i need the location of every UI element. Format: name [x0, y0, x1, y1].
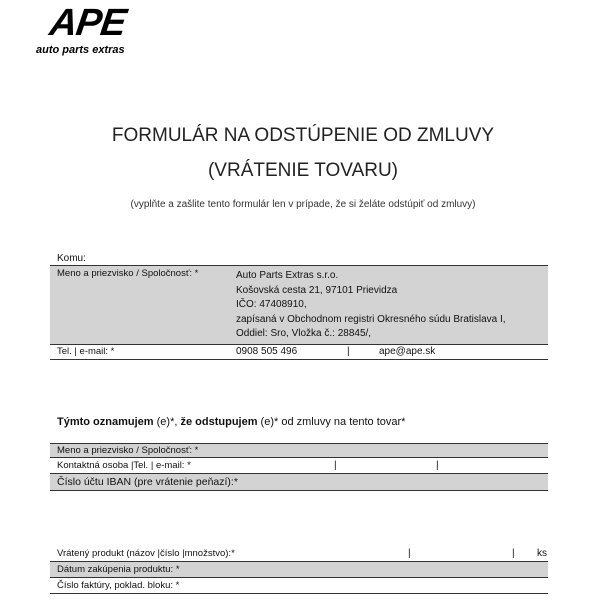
sender-contact-row[interactable] — [50, 458, 548, 474]
sender-name-label: Meno a priezvisko / Spoločnosť: * — [57, 445, 199, 456]
recipient-email: ape@ape.sk — [379, 346, 436, 357]
invoice-number-row[interactable] — [50, 578, 548, 594]
address-line: IČO: 47408910, — [236, 299, 307, 311]
withdrawal-declaration — [57, 416, 405, 428]
contact-field-separator: | — [334, 460, 337, 471]
contact-field-separator: | — [436, 460, 439, 471]
declaration-normal-2: (e)* od zmluvy na tento tovar* — [257, 416, 406, 428]
purchase-date-label: Dátum zakúpenia produktu: * — [57, 564, 180, 575]
invoice-number-label: Číslo faktúry, poklad. bloku: * — [57, 580, 180, 591]
recipient-contact-label: Tel. | e-mail: * — [57, 346, 115, 357]
recipient-address — [236, 269, 506, 342]
address-line: zapísaná v Obchodnom registri Okresného súdu Bratislava I, — [236, 313, 506, 325]
declaration-bold-start: Týmto oznamujem — [57, 416, 154, 428]
address-line: Auto Parts Extras s.r.o. — [236, 270, 339, 281]
iban-row[interactable] — [50, 474, 548, 491]
product-field-separator: | — [512, 548, 515, 559]
product-field-separator: | — [408, 548, 411, 559]
recipient-heading: Komu: — [57, 253, 86, 264]
declaration-bold-mid: že odstupujem — [180, 416, 258, 428]
form-title: FORMULÁR NA ODSTÚPENIE OD ZMLUVY — [111, 125, 495, 146]
logo-main-text: APE — [47, 2, 129, 44]
declaration-normal-1: (e)*, — [153, 416, 181, 428]
address-line: Košovská cesta 21, 97101 Prievidza — [236, 284, 398, 296]
ape-logo — [36, 2, 156, 56]
form-instruction: (vyplňte a zašlite tento formulár len v prípade, že si želáte odstúpiť od zmluvy) — [130, 199, 476, 210]
recipient-name-row — [50, 265, 548, 345]
recipient-name-label: Meno a priezvisko / Spoločnosť: * — [57, 268, 199, 279]
recipient-contact-row — [50, 345, 548, 360]
sender-name-row[interactable] — [50, 443, 548, 458]
purchase-date-row[interactable] — [50, 562, 548, 578]
recipient-phone: 0908 505 496 — [236, 346, 298, 357]
address-line: Oddiel: Sro, Vložka č.: 28845/, — [236, 328, 372, 340]
returned-product-label: Vrátený produkt (názov |číslo |množstvo):* — [57, 548, 235, 559]
quantity-unit: ks — [537, 548, 547, 559]
form-subtitle: (VRÁTENIE TOVARU) — [207, 160, 399, 181]
sender-contact-label: Kontaktná osoba |Tel. | e-mail: * — [57, 460, 191, 471]
logo-tagline: auto parts extras — [36, 44, 125, 56]
contact-separator: | — [347, 346, 350, 357]
iban-label: Číslo účtu IBAN (pre vrátenie peňazí):* — [57, 476, 238, 488]
returned-product-row[interactable] — [50, 546, 548, 562]
